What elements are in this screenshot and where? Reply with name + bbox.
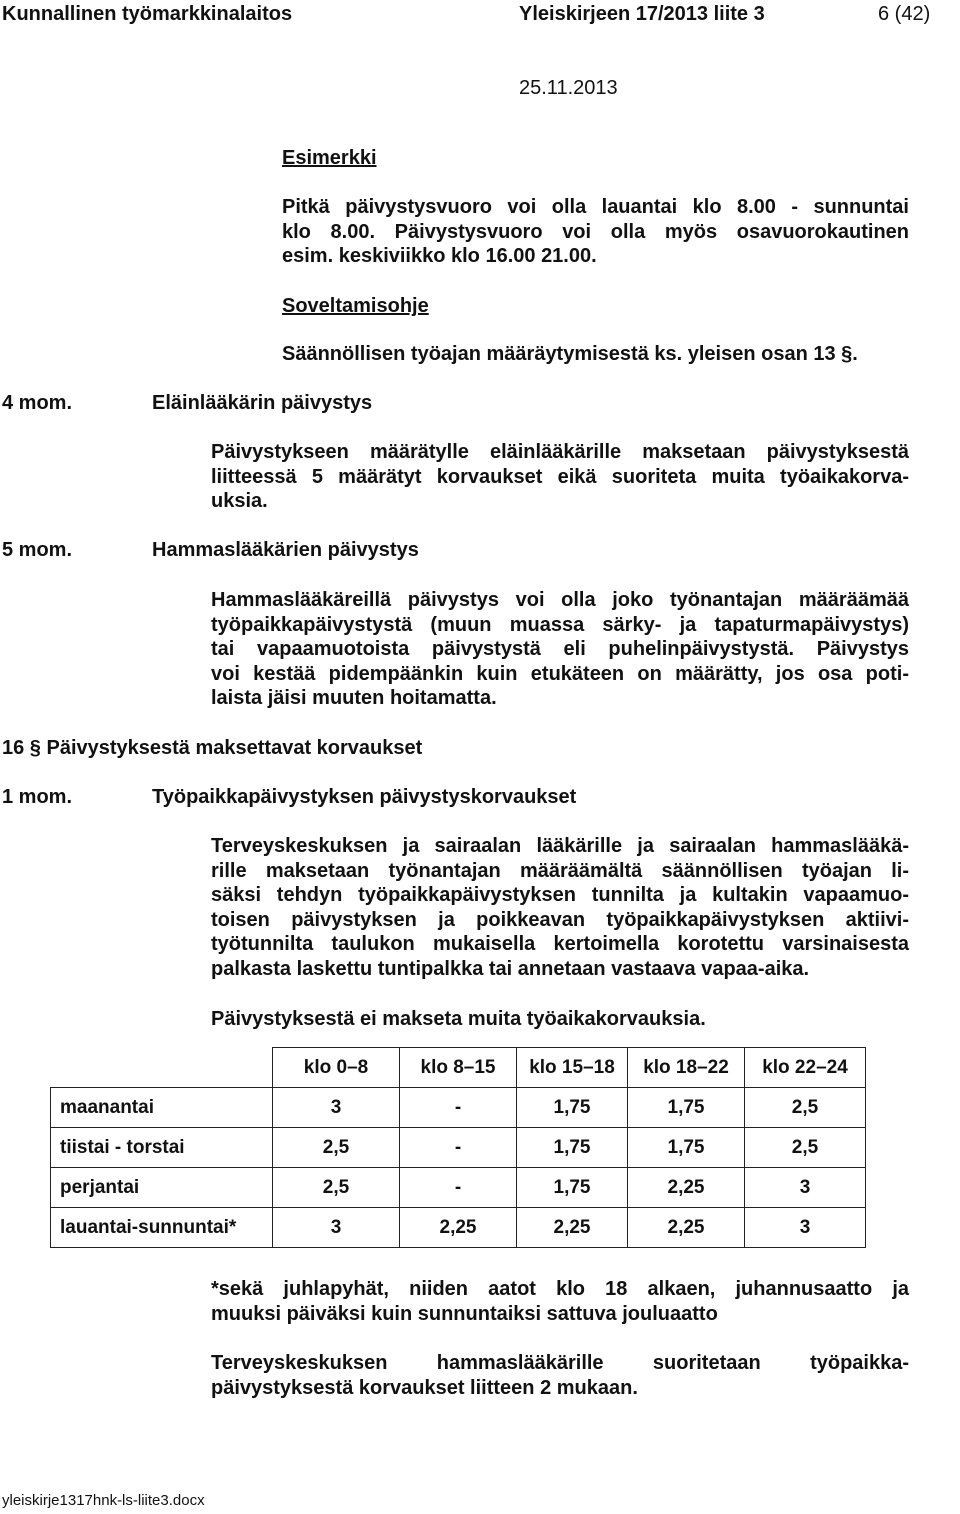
table-value-cell: 2,25 bbox=[628, 1168, 745, 1208]
footnote-line: muuksi päiväksi kuin sunnuntaiksi sattuva jouluaatto bbox=[211, 1302, 718, 1325]
mom1-paragraph bbox=[211, 834, 909, 981]
section5-title: Hammaslääkärien päivystys bbox=[152, 539, 419, 561]
table-value-cell: 1,75 bbox=[517, 1128, 628, 1168]
table-value-cell: 1,75 bbox=[517, 1168, 628, 1208]
example-paragraph bbox=[282, 195, 909, 269]
section5-line: voi kestää pidempäänkin kuin etukäteen on määrätty, jos osa poti- bbox=[211, 662, 909, 685]
section5-line: laista jäisi muuten hoitamatta. bbox=[211, 687, 497, 709]
table-value-cell: - bbox=[400, 1088, 517, 1128]
section5-line: tai vapaamuotoista päivystystä eli puhelinpäivystystä. Päivystys bbox=[211, 638, 909, 660]
table-day-cell: tiistai - torstai bbox=[51, 1128, 273, 1168]
section5-line: työpaikkapäivystystä (muun muassa särky- ja tapaturmapäivystys) bbox=[211, 613, 909, 636]
table-row bbox=[51, 1088, 866, 1128]
section4-title: Eläinlääkärin päivystys bbox=[152, 392, 373, 414]
mom1-line: palkasta laskettu tuntipalkka tai annetaan vastaava vapaa-aika. bbox=[211, 957, 810, 980]
section4-line: liitteessä 5 määrätyt korvaukset eikä suoriteta muita työaikakorva- bbox=[211, 465, 909, 488]
example-line: esim. keskiviikko klo 16.00 21.00. bbox=[282, 245, 597, 267]
guidance-heading: Soveltamisohje bbox=[282, 295, 429, 317]
table-value-cell: 3 bbox=[273, 1088, 400, 1128]
table-value-cell: 3 bbox=[745, 1168, 866, 1208]
header-organization: Kunnallinen työmarkkinalaitos bbox=[2, 3, 293, 25]
mom1-note: Päivystyksestä ei makseta muita työaikakorvauksia. bbox=[211, 1008, 706, 1030]
section4-line: uksia. bbox=[211, 490, 268, 512]
table-value-cell: 2,5 bbox=[273, 1128, 400, 1168]
table-row bbox=[51, 1208, 866, 1248]
section4-paragraph bbox=[211, 440, 909, 514]
table-value-cell: 2,5 bbox=[745, 1088, 866, 1128]
table-value-cell: 2,25 bbox=[628, 1208, 745, 1248]
table-value-cell: 2,5 bbox=[745, 1128, 866, 1168]
example-heading: Esimerkki bbox=[282, 147, 377, 169]
section16-heading: 16 § Päivystyksestä maksettavat korvaukset bbox=[2, 737, 423, 759]
table-header-row bbox=[51, 1048, 866, 1088]
section4-line: Päivystykseen määrätylle eläinlääkärille maksetaan päivystyksestä bbox=[211, 441, 909, 463]
table-column-header: klo 22–24 bbox=[745, 1048, 866, 1088]
header-page-number: 6 (42) bbox=[878, 3, 931, 25]
compensation-table bbox=[50, 1047, 866, 1248]
table-value-cell: 1,75 bbox=[628, 1088, 745, 1128]
table-column-header: klo 18–22 bbox=[628, 1048, 745, 1088]
mom1-title: Työpaikkapäivystyksen päivystyskorvaukset bbox=[152, 786, 577, 808]
section5-mom: 5 mom. bbox=[2, 539, 73, 561]
mom1-line: toisen päivystyksen ja poikkeavan työpaikkapäivystyksen aktiivi- bbox=[211, 908, 909, 931]
table-day-cell: lauantai-sunnuntai* bbox=[51, 1208, 273, 1248]
table-column-header: klo 8–15 bbox=[400, 1048, 517, 1088]
mom1-line: Terveyskeskuksen ja sairaalan lääkärille ja sairaalan hammaslääkä- bbox=[211, 835, 909, 857]
footnote-line: *sekä juhlapyhät, niiden aatot klo 18 alkaen, juhannusaatto ja bbox=[211, 1278, 909, 1300]
table-value-cell: 2,5 bbox=[273, 1168, 400, 1208]
dentist-line: Terveyskeskuksen hammaslääkärille suoritetaan työpaikka- bbox=[211, 1352, 909, 1374]
table-day-cell: perjantai bbox=[51, 1168, 273, 1208]
footer-filename: yleiskirje1317hnk-ls-liite3.docx bbox=[2, 1492, 205, 1509]
table-day-cell: maanantai bbox=[51, 1088, 273, 1128]
table-value-cell: - bbox=[400, 1168, 517, 1208]
table-corner-cell bbox=[51, 1048, 273, 1088]
table-value-cell: 3 bbox=[273, 1208, 400, 1248]
dentist-line: päivystyksestä korvaukset liitteen 2 mukaan. bbox=[211, 1376, 638, 1399]
mom1-line: säksi tehdyn työpaikkapäivystyksen tunnilta ja kultakin vapaamuo- bbox=[211, 884, 909, 906]
header-document-title: Yleiskirjeen 17/2013 liite 3 bbox=[519, 3, 765, 25]
mom1-line: työtunnilta taulukon mukaisella kertoimella korotettu varsinaisesta bbox=[211, 933, 909, 955]
table-value-cell: - bbox=[400, 1128, 517, 1168]
header-date: 25.11.2013 bbox=[519, 77, 618, 99]
table-footnote bbox=[211, 1277, 909, 1326]
table-column-header: klo 0–8 bbox=[273, 1048, 400, 1088]
example-line: Pitkä päivystysvuoro voi olla lauantai klo 8.00 - sunnuntai bbox=[282, 196, 909, 218]
mom1-label: 1 mom. bbox=[2, 786, 73, 808]
guidance-text: Säännöllisen työajan määräytymisestä ks. yleisen osan 13 §. bbox=[282, 343, 858, 365]
table-row bbox=[51, 1168, 866, 1208]
table-value-cell: 1,75 bbox=[628, 1128, 745, 1168]
section4-mom: 4 mom. bbox=[2, 392, 73, 414]
table-value-cell: 3 bbox=[745, 1208, 866, 1248]
dentist-paragraph bbox=[211, 1351, 909, 1400]
mom1-line: rille maksetaan työnantajan määräämältä säännöllisen työajan li- bbox=[211, 859, 909, 882]
table-value-cell: 2,25 bbox=[400, 1208, 517, 1248]
section5-paragraph bbox=[211, 588, 909, 711]
example-line: klo 8.00. Päivystysvuoro voi olla myös osavuorokautinen bbox=[282, 220, 909, 243]
table-value-cell: 1,75 bbox=[517, 1088, 628, 1128]
table-value-cell: 2,25 bbox=[517, 1208, 628, 1248]
table-column-header: klo 15–18 bbox=[517, 1048, 628, 1088]
section5-line: Hammaslääkäreillä päivystys voi olla joko työnantajan määräämää bbox=[211, 589, 909, 611]
table-row bbox=[51, 1128, 866, 1168]
